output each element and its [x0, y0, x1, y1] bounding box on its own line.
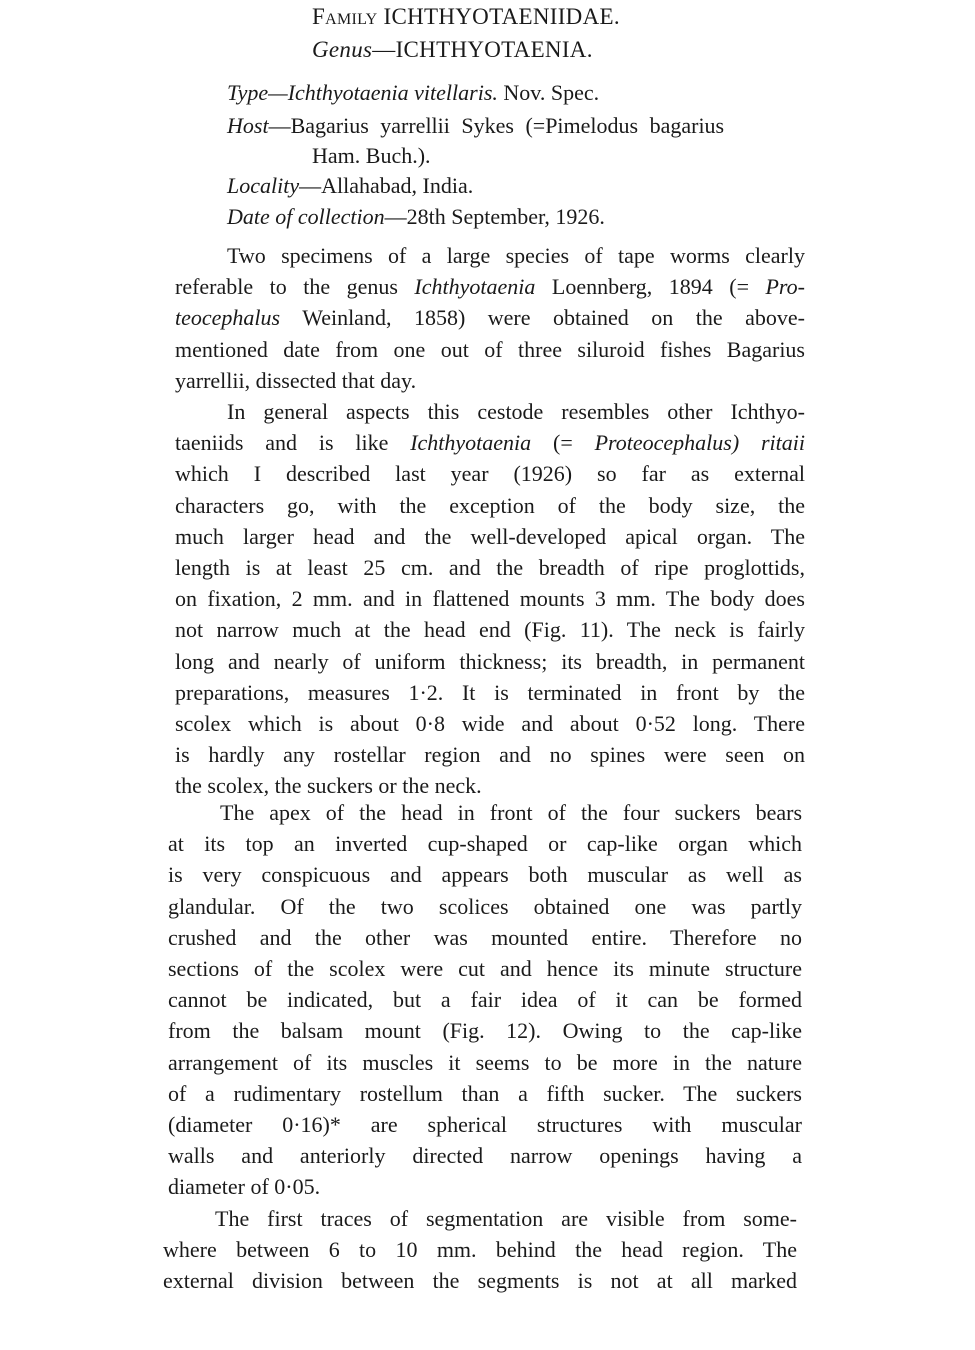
type-note: Nov. Spec. [497, 80, 600, 105]
host-label: Host [227, 113, 269, 138]
paragraph-4 [163, 1203, 797, 1297]
text-line: cannot be indicated, but a fair idea of it can be formed [168, 987, 802, 1013]
paragraph-3 [168, 797, 802, 1202]
text-line: much larger head and the well-developed apical organ. The [175, 523, 805, 549]
text-line: preparations, measures 1·2. It is terminated in front by the [175, 679, 805, 705]
host-line [227, 113, 807, 139]
text-line: external division between the segments is not at all marked [163, 1268, 797, 1294]
text-line: is hardly any rostellar region and no spines were seen on [175, 742, 805, 768]
genus-italic: Ichthyotaenia [414, 274, 536, 300]
text-line: on fixation, 2 mm. and in flattened mounts 3 mm. The body does [175, 586, 805, 612]
host-value: —Bagarius yarrellii Sykes (=Pimelodus bagarius [268, 113, 725, 138]
locality-line [227, 173, 473, 199]
text-line: from the balsam mount (Fig. 12). Owing to the cap-like [168, 1018, 802, 1044]
text-line: crushed and the other was mounted entire. Therefore no [168, 924, 802, 950]
genus-label: Genus [312, 37, 373, 62]
text-line: not narrow much at the head end (Fig. 11). The neck is fairly [175, 617, 805, 643]
text-line: where between 6 to 10 mm. behind the head region. The [163, 1237, 797, 1263]
text-line: taeniids and is like Ichthyotaenia (= Proteocephalus) ritaii [175, 430, 805, 456]
text-line: of a rudimentary rostellum than a fifth sucker. The suckers [168, 1080, 802, 1106]
text-line: yarrellii, dissected that day. [175, 367, 417, 393]
date-value: —28th September, 1926. [384, 204, 605, 229]
paragraph-1 [175, 240, 805, 396]
family-label: Family [312, 4, 378, 29]
text-line: characters go, with the exception of the body size, the [175, 492, 805, 518]
genus-heading [312, 37, 593, 63]
paragraph-2 [175, 396, 805, 801]
locality-label: Locality [227, 173, 300, 198]
text-line: arrangement of its muscles it seems to be more in the nature [168, 1049, 802, 1075]
text-line: In general aspects this cestode resembles other Ichthyo- [227, 399, 805, 424]
date-label: Date of collection [227, 204, 385, 229]
type-label: Type— [227, 80, 288, 105]
family-heading [312, 4, 620, 30]
host-line-continued: Ham. Buch.). [312, 143, 431, 168]
text-line: The first traces of segmentation are visible from some- [215, 1206, 797, 1231]
type-line [227, 80, 599, 106]
text-line: is very conspicuous and appears both muscular as well as [168, 862, 802, 888]
text-line: sections of the scolex were cut and hence its minute structure [168, 955, 802, 981]
text-line: teocephalus Weinland, 1858) were obtained on the above- [175, 305, 805, 331]
text-line: scolex which is about 0·8 wide and about 0·52 long. There [175, 710, 805, 736]
text-line: length is at least 25 cm. and the breadth of ripe proglottids, [175, 554, 805, 580]
text-line: (diameter 0·16)* are spherical structures with muscular [168, 1111, 802, 1137]
text-line: walls and anteriorly directed narrow openings having a [168, 1143, 802, 1169]
family-name: ICHTHYOTAENIIDAE. [383, 4, 620, 29]
text-line: glandular. Of the two scolices obtained one was partly [168, 893, 802, 919]
date-line [227, 204, 605, 230]
locality-value: —Allahabad, India. [299, 173, 474, 198]
text-line: mentioned date from one out of three siluroid fishes Bagarius [175, 336, 805, 362]
text-line: the scolex, the suckers or the neck. [175, 773, 482, 799]
text-line: referable to the genus Ichthyotaenia Loennberg, 1894 (= Pro- [175, 274, 805, 300]
text-line: diameter of 0·05. [168, 1174, 321, 1200]
genus-name: —ICHTHYOTAENIA. [372, 37, 593, 62]
text-line: at its top an inverted cup-shaped or cap-like organ which [168, 831, 802, 857]
text-line: Two specimens of a large species of tape worms clearly [227, 243, 805, 268]
text-line: which I described last year (1926) so far as external [175, 461, 805, 487]
text-line: The apex of the head in front of the four suckers bears [220, 800, 802, 825]
type-species: Ichthyotaenia vitellaris. [287, 80, 498, 105]
text-line: long and nearly of uniform thickness; its breadth, in permanent [175, 648, 805, 674]
